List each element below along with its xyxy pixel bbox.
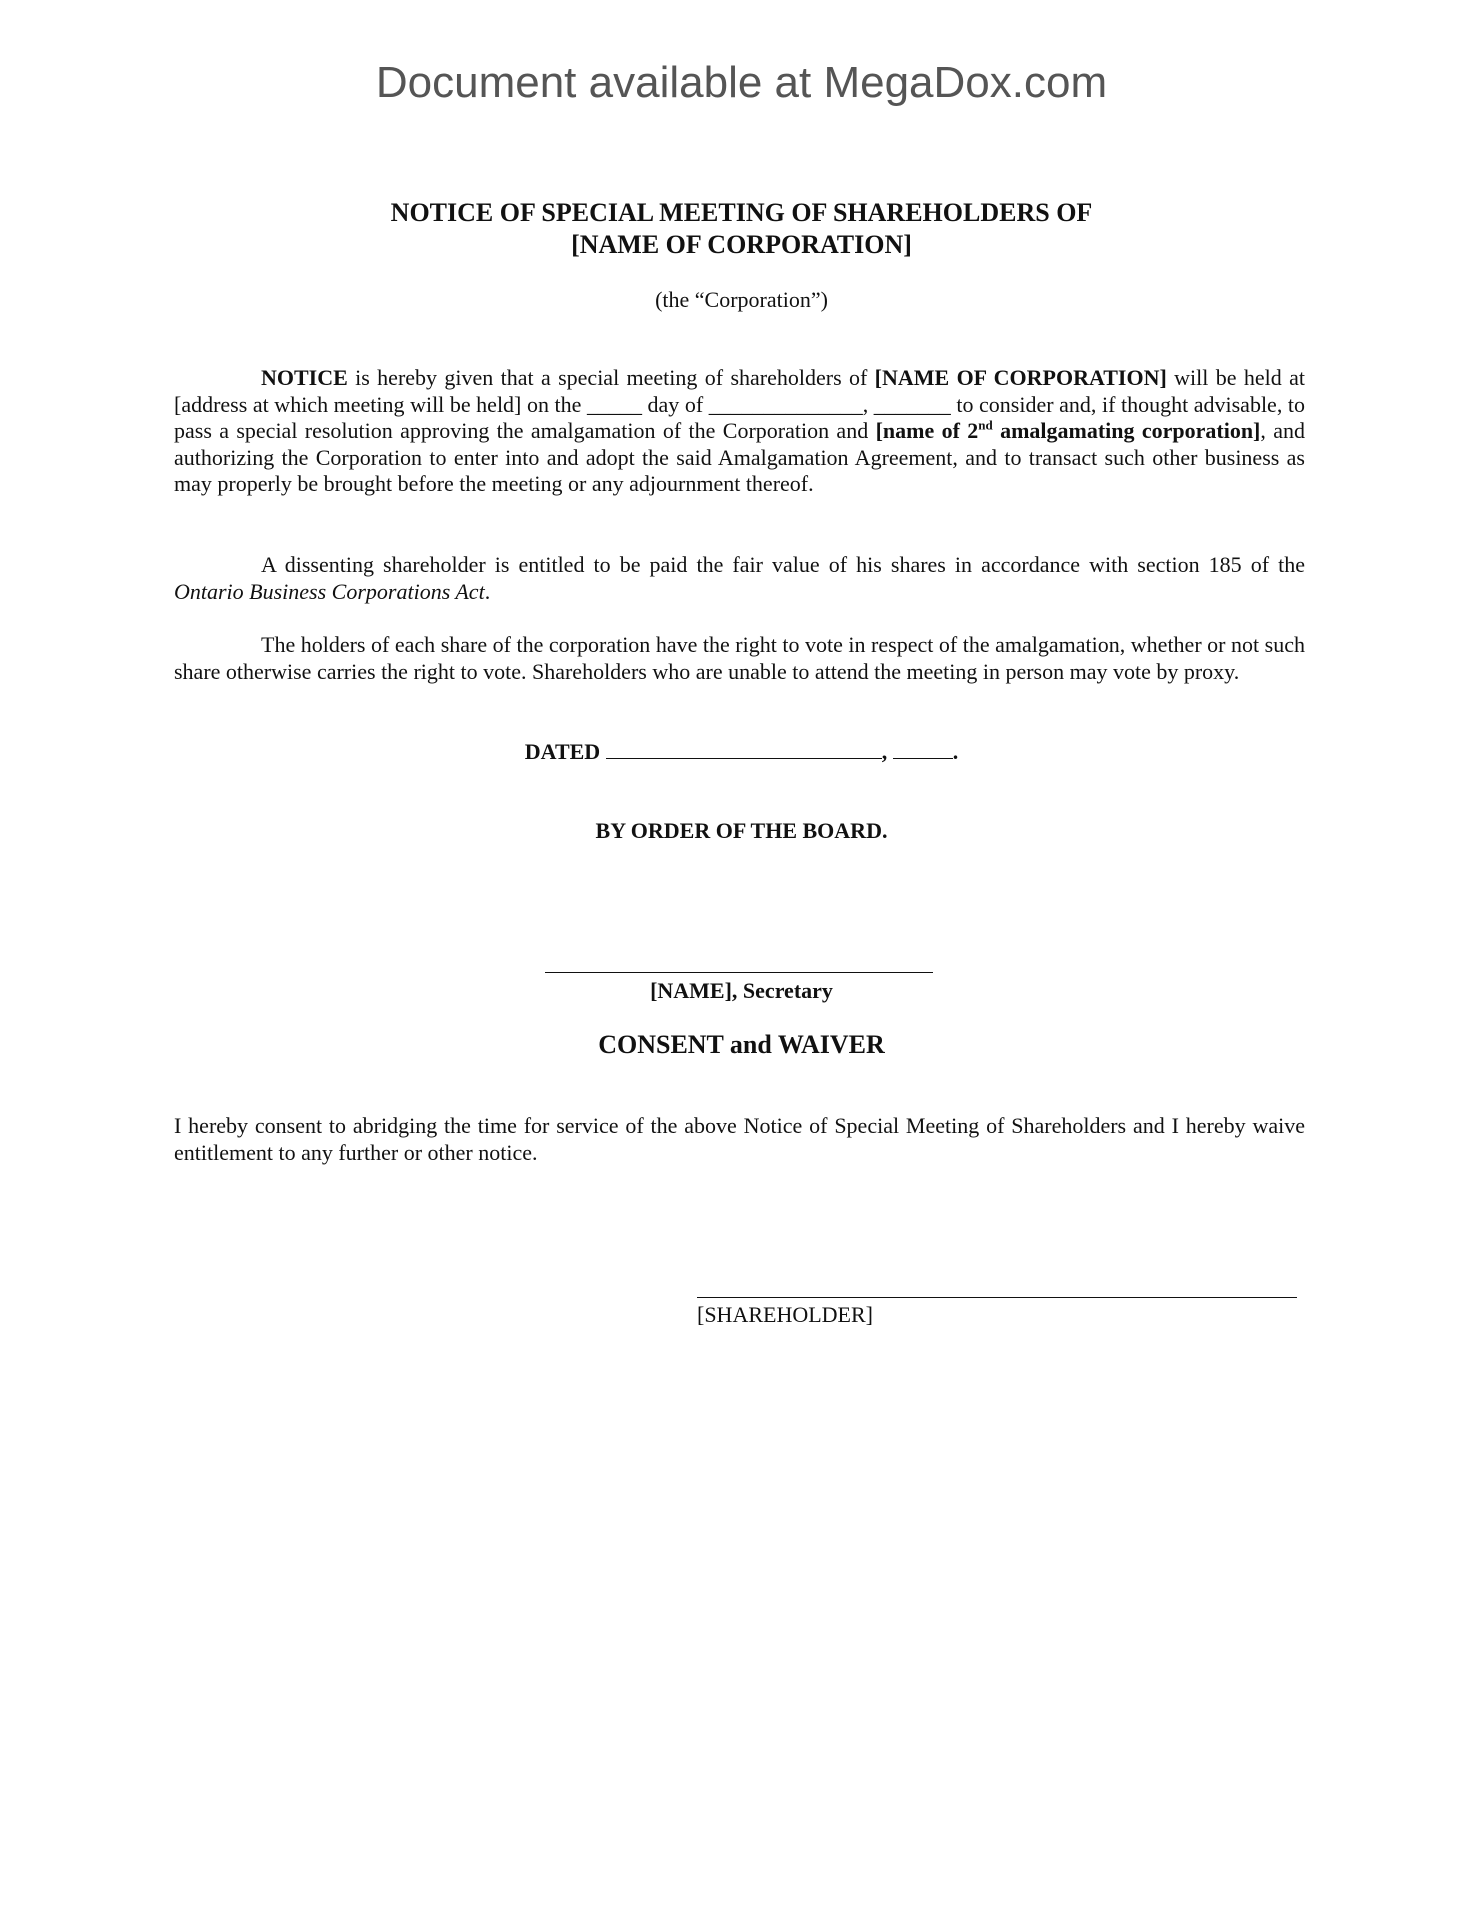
day-blank[interactable]: _____ (586, 391, 642, 417)
notice-text-1: is hereby given that a special meeting of shareholders of (347, 365, 875, 390)
corporation-definition: (the “Corporation”) (655, 287, 828, 312)
corporation-name-placeholder: [NAME OF CORPORATION] (874, 365, 1167, 390)
dated-period: . (952, 739, 959, 764)
consent-heading: CONSENT and WAIVER (598, 1030, 885, 1059)
second-corp-superscript: nd (978, 417, 993, 433)
voting-paragraph: The holders of each share of the corporation have the right to vote in respect of the amalgamation, whether or not such share otherwise carries the right to vote. Shareholders who are unable to attend the meeting in person may vote by proxy. (174, 632, 1305, 684)
secretary-signature-label: [NAME], Secretary (650, 978, 833, 1003)
shareholder-signature-label: [SHAREHOLDER] (697, 1302, 873, 1327)
notice-lead: NOTICE (261, 365, 348, 390)
notice-paragraph (174, 365, 1305, 498)
title-line-1: NOTICE OF SPECIAL MEETING OF SHAREHOLDERS OF (390, 198, 1093, 227)
second-corporation-placeholder (876, 418, 1261, 443)
year-blank-dated[interactable] (893, 738, 953, 759)
date-blank[interactable] (606, 738, 882, 759)
dissent-text-1: A dissenting shareholder is entitled to be paid the fair value of his shares in accordance with section 185 of the (261, 552, 1305, 577)
title-line-2: [NAME OF CORPORATION] (571, 230, 912, 259)
second-corp-post: amalgamating corporation] (992, 418, 1261, 443)
dated-line (0, 738, 1483, 765)
document-title (0, 197, 1483, 261)
consent-paragraph: I hereby consent to abridging the time for service of the above Notice of Special Meeting of Shareholders and I hereby waive entitlement to any further or other notice. (174, 1113, 1305, 1165)
secretary-signature-line[interactable] (545, 972, 933, 973)
notice-text-4: , (862, 391, 874, 417)
act-name: Ontario Business Corporations Act (174, 578, 485, 604)
notice-text-3: day of (641, 391, 709, 417)
dated-comma: , (881, 739, 888, 764)
watermark: Document available at MegaDox.com (375, 58, 1108, 107)
dated-label: DATED (524, 739, 601, 764)
dissent-paragraph (174, 552, 1305, 605)
notice-text-5: to consider and, if thought advisable, to pass a special resolution approving the amalgamation of the Corporation and (174, 391, 1305, 443)
month-blank[interactable]: ______________ (708, 391, 863, 417)
notice-text-2: will be held at [address at which meeting will be held] on the (174, 365, 1305, 417)
by-order-of-board: BY ORDER OF THE BOARD. (595, 818, 888, 843)
notice-text-6: , and authorizing the Corporation to enter into and adopt the said Amalgamation Agreement, and to transact such other business as may properly be brought before the meeting or any adjournment thereof. (174, 418, 1306, 496)
year-blank[interactable]: _______ (873, 391, 951, 417)
dissent-text-2: . (484, 578, 491, 604)
shareholder-signature-line[interactable] (697, 1297, 1297, 1298)
second-corp-pre: [name of 2 (875, 418, 979, 443)
